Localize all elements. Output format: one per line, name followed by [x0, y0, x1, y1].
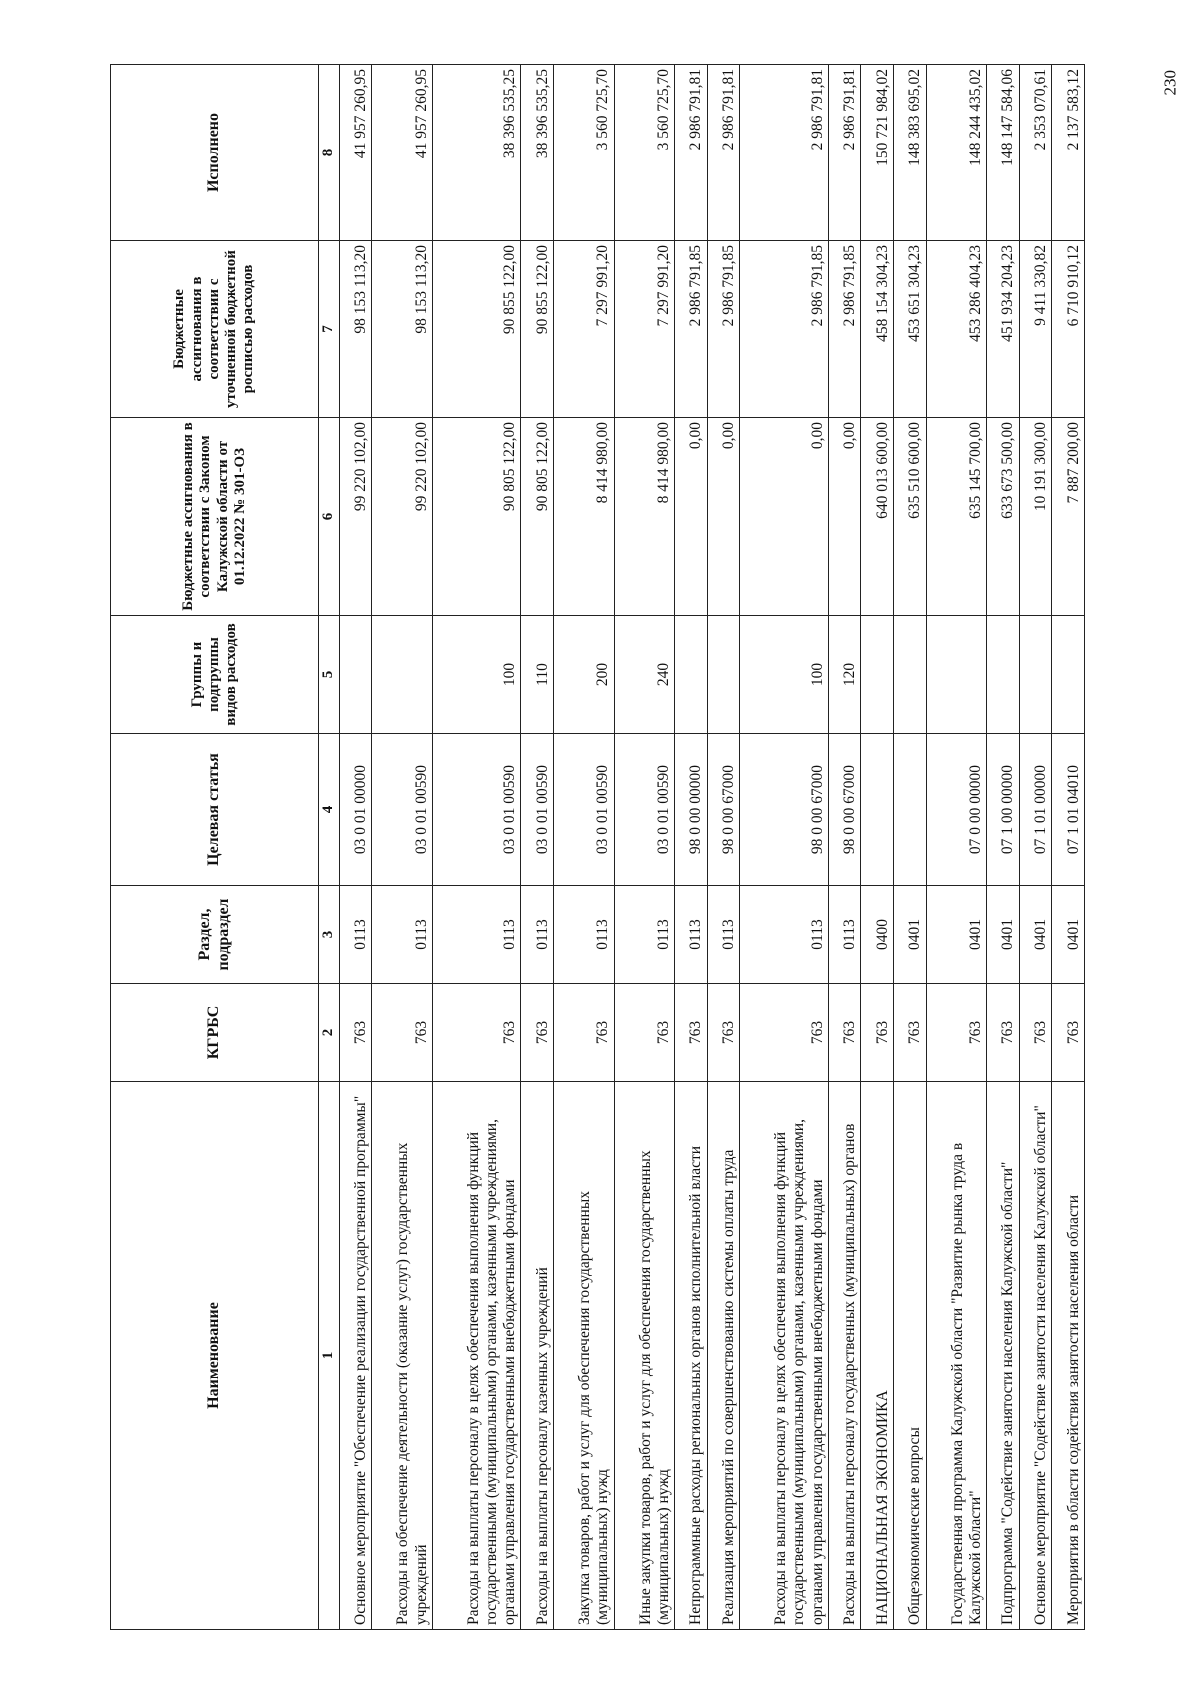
row-executed-amount: 2 986 791,81 — [707, 65, 740, 241]
row-group — [675, 616, 708, 734]
row-target: 03 0 01 00590 — [553, 734, 614, 886]
header-name: Наименование — [111, 1082, 319, 1630]
row-refined-amount: 458 154 304,23 — [861, 241, 894, 418]
column-number: 1 — [319, 1082, 340, 1630]
row-law-amount: 10 191 300,00 — [1019, 418, 1052, 616]
row-group — [894, 616, 927, 734]
row-group — [339, 616, 372, 734]
row-kgrbs: 763 — [675, 984, 708, 1082]
row-target: 07 1 00 00000 — [987, 734, 1020, 886]
row-name: Непрограммные расходы региональных органов исполнительной власти — [675, 1082, 708, 1630]
row-group — [861, 616, 894, 734]
row-section: 0113 — [675, 886, 708, 984]
row-target: 07 1 01 00000 — [1019, 734, 1052, 886]
row-executed-amount: 2 986 791,81 — [675, 65, 708, 241]
row-section: 0400 — [861, 886, 894, 984]
row-refined-amount: 7 297 991,20 — [553, 241, 614, 418]
row-section: 0113 — [740, 886, 829, 984]
column-number: 4 — [319, 734, 340, 886]
row-law-amount: 635 510 600,00 — [894, 418, 927, 616]
row-name: Закупка товаров, работ и услуг для обеспечения государственных (муниципальных) нужд — [553, 1082, 614, 1630]
row-name: Иные закупки товаров, работ и услуг для обеспечения государственных (муниципальных) нужд — [614, 1082, 675, 1630]
row-section: 0113 — [828, 886, 861, 984]
row-group: 240 — [614, 616, 675, 734]
row-kgrbs: 763 — [372, 984, 433, 1082]
row-law-amount: 633 673 500,00 — [987, 418, 1020, 616]
row-refined-amount: 2 986 791,85 — [675, 241, 708, 418]
row-law-amount: 99 220 102,00 — [372, 418, 433, 616]
table-row — [926, 65, 987, 1630]
row-kgrbs: 763 — [926, 984, 987, 1082]
row-group: 120 — [828, 616, 861, 734]
row-kgrbs: 763 — [861, 984, 894, 1082]
table-row — [828, 65, 861, 1630]
row-group — [1019, 616, 1052, 734]
column-number: 3 — [319, 886, 340, 984]
row-section: 0113 — [521, 886, 554, 984]
row-section: 0113 — [707, 886, 740, 984]
row-section: 0113 — [432, 886, 521, 984]
table-row — [339, 65, 372, 1630]
row-law-amount: 8 414 980,00 — [614, 418, 675, 616]
row-target: 03 0 01 00590 — [521, 734, 554, 886]
row-refined-amount: 90 855 122,00 — [432, 241, 521, 418]
row-executed-amount: 2 986 791,81 — [740, 65, 829, 241]
table-row — [521, 65, 554, 1630]
row-refined-amount: 2 986 791,85 — [828, 241, 861, 418]
row-section: 0113 — [614, 886, 675, 984]
row-kgrbs: 763 — [894, 984, 927, 1082]
row-group: 200 — [553, 616, 614, 734]
table-row — [861, 65, 894, 1630]
row-section: 0401 — [987, 886, 1020, 984]
header-row — [111, 65, 319, 1630]
row-name: Общеэкономические вопросы — [894, 1082, 927, 1630]
row-name: Мероприятия в области содействия занятости населения области — [1052, 1082, 1085, 1630]
table-body — [339, 65, 1084, 1630]
row-section: 0401 — [926, 886, 987, 984]
row-executed-amount: 2 137 583,12 — [1052, 65, 1085, 241]
row-executed-amount: 148 147 584,06 — [987, 65, 1020, 241]
header-groups: Группы и подгруппы видов расходов — [111, 616, 319, 734]
row-refined-amount: 9 411 330,82 — [1019, 241, 1052, 418]
row-kgrbs: 763 — [553, 984, 614, 1082]
row-executed-amount: 2 986 791,81 — [828, 65, 861, 241]
row-name: Расходы на выплаты персоналу казенных учреждений — [521, 1082, 554, 1630]
row-section: 0401 — [894, 886, 927, 984]
row-executed-amount: 150 721 984,02 — [861, 65, 894, 241]
column-number: 7 — [319, 241, 340, 418]
table-row — [740, 65, 829, 1630]
table-row — [1052, 65, 1085, 1630]
row-target: 07 0 00 00000 — [926, 734, 987, 886]
row-target — [861, 734, 894, 886]
column-number-row — [319, 65, 340, 1630]
row-executed-amount: 3 560 725,70 — [614, 65, 675, 241]
column-number: 2 — [319, 984, 340, 1082]
row-target — [894, 734, 927, 886]
budget-table — [110, 64, 1085, 1630]
row-name: Расходы на обеспечение деятельности (оказание услуг) государственных учреждений — [372, 1082, 433, 1630]
row-refined-amount: 453 286 404,23 — [926, 241, 987, 418]
row-name: Реализация мероприятий по совершенствованию системы оплаты труда — [707, 1082, 740, 1630]
row-kgrbs: 763 — [339, 984, 372, 1082]
row-section: 0401 — [1019, 886, 1052, 984]
row-name: НАЦИОНАЛЬНАЯ ЭКОНОМИКА — [861, 1082, 894, 1630]
row-target: 03 0 01 00590 — [432, 734, 521, 886]
row-law-amount: 0,00 — [707, 418, 740, 616]
row-law-amount: 640 013 600,00 — [861, 418, 894, 616]
table-row — [675, 65, 708, 1630]
row-kgrbs: 763 — [1019, 984, 1052, 1082]
row-name: Расходы на выплаты персоналу в целях обеспечения выполнения функций государственными (муниципальными) органами, казенными учреждениями, органами управления государственными внебюджетными фондами — [740, 1082, 829, 1630]
row-kgrbs: 763 — [740, 984, 829, 1082]
column-number: 6 — [319, 418, 340, 616]
row-refined-amount: 453 651 304,23 — [894, 241, 927, 418]
row-group: 100 — [740, 616, 829, 734]
row-section: 0113 — [339, 886, 372, 984]
row-target: 03 0 01 00000 — [339, 734, 372, 886]
row-law-amount: 0,00 — [675, 418, 708, 616]
table-row — [553, 65, 614, 1630]
header-executed: Исполнено — [111, 65, 319, 241]
header-section: Раздел, подраздел — [111, 886, 319, 984]
header-law: Бюджетные ассигнования в соответствии с Законом Калужской области от 01.12.2022 № 301-ОЗ — [111, 418, 319, 616]
row-refined-amount: 98 153 113,20 — [339, 241, 372, 418]
row-refined-amount: 2 986 791,85 — [740, 241, 829, 418]
row-group: 100 — [432, 616, 521, 734]
row-target: 03 0 01 00590 — [372, 734, 433, 886]
row-kgrbs: 763 — [432, 984, 521, 1082]
row-law-amount: 635 145 700,00 — [926, 418, 987, 616]
row-target: 98 0 00 67000 — [707, 734, 740, 886]
row-executed-amount: 41 957 260,95 — [339, 65, 372, 241]
row-target: 03 0 01 00590 — [614, 734, 675, 886]
row-law-amount: 90 805 122,00 — [432, 418, 521, 616]
row-group — [1052, 616, 1085, 734]
row-executed-amount: 38 396 535,25 — [432, 65, 521, 241]
page-number: 230 — [1160, 70, 1179, 96]
row-name: Основное мероприятие "Обеспечение реализации государственной программы" — [339, 1082, 372, 1630]
row-name: Расходы на выплаты персоналу государственных (муниципальных) органов — [828, 1082, 861, 1630]
header-kgrbs: КГРБС — [111, 984, 319, 1082]
row-group — [707, 616, 740, 734]
header-refined: Бюджетные ассигнования в соответствии с уточненной бюджетной росписью расходов — [111, 241, 319, 418]
row-target: 98 0 00 67000 — [740, 734, 829, 886]
row-target: 07 1 01 04010 — [1052, 734, 1085, 886]
row-group: 110 — [521, 616, 554, 734]
row-law-amount: 99 220 102,00 — [339, 418, 372, 616]
table-row — [372, 65, 433, 1630]
row-refined-amount: 90 855 122,00 — [521, 241, 554, 418]
row-kgrbs: 763 — [707, 984, 740, 1082]
row-section: 0113 — [553, 886, 614, 984]
table-row — [1019, 65, 1052, 1630]
table-row — [707, 65, 740, 1630]
table-row — [894, 65, 927, 1630]
row-refined-amount: 2 986 791,85 — [707, 241, 740, 418]
row-name: Государственная программа Калужской области "Развитие рынка труда в Калужской области" — [926, 1082, 987, 1630]
row-kgrbs: 763 — [987, 984, 1020, 1082]
row-law-amount: 0,00 — [828, 418, 861, 616]
row-executed-amount: 148 244 435,02 — [926, 65, 987, 241]
row-law-amount: 8 414 980,00 — [553, 418, 614, 616]
row-section: 0401 — [1052, 886, 1085, 984]
table-row — [614, 65, 675, 1630]
column-number: 8 — [319, 65, 340, 241]
row-kgrbs: 763 — [614, 984, 675, 1082]
row-refined-amount: 451 934 204,23 — [987, 241, 1020, 418]
row-law-amount: 90 805 122,00 — [521, 418, 554, 616]
row-kgrbs: 763 — [521, 984, 554, 1082]
header-target: Целевая статья — [111, 734, 319, 886]
row-kgrbs: 763 — [828, 984, 861, 1082]
row-executed-amount: 2 353 070,61 — [1019, 65, 1052, 241]
row-law-amount: 7 887 200,00 — [1052, 418, 1085, 616]
table-row — [432, 65, 521, 1630]
row-refined-amount: 7 297 991,20 — [614, 241, 675, 418]
budget-table-rotated — [110, 65, 1085, 1630]
row-executed-amount: 148 383 695,02 — [894, 65, 927, 241]
row-executed-amount: 38 396 535,25 — [521, 65, 554, 241]
row-group — [372, 616, 433, 734]
row-executed-amount: 41 957 260,95 — [372, 65, 433, 241]
row-name: Основное мероприятие "Содействие занятости населения Калужской области" — [1019, 1082, 1052, 1630]
row-refined-amount: 98 153 113,20 — [372, 241, 433, 418]
row-group — [926, 616, 987, 734]
table-row — [987, 65, 1020, 1630]
row-law-amount: 0,00 — [740, 418, 829, 616]
row-kgrbs: 763 — [1052, 984, 1085, 1082]
row-target: 98 0 00 00000 — [675, 734, 708, 886]
row-group — [987, 616, 1020, 734]
row-executed-amount: 3 560 725,70 — [553, 65, 614, 241]
row-refined-amount: 6 710 910,12 — [1052, 241, 1085, 418]
row-target: 98 0 00 67000 — [828, 734, 861, 886]
row-name: Расходы на выплаты персоналу в целях обеспечения выполнения функций государственными (муниципальными) органами, казенными учреждениями, органами управления государственными внебюджетными фондами — [432, 1082, 521, 1630]
column-number: 5 — [319, 616, 340, 734]
row-name: Подпрограмма "Содействие занятости населения Калужской области" — [987, 1082, 1020, 1630]
row-section: 0113 — [372, 886, 433, 984]
